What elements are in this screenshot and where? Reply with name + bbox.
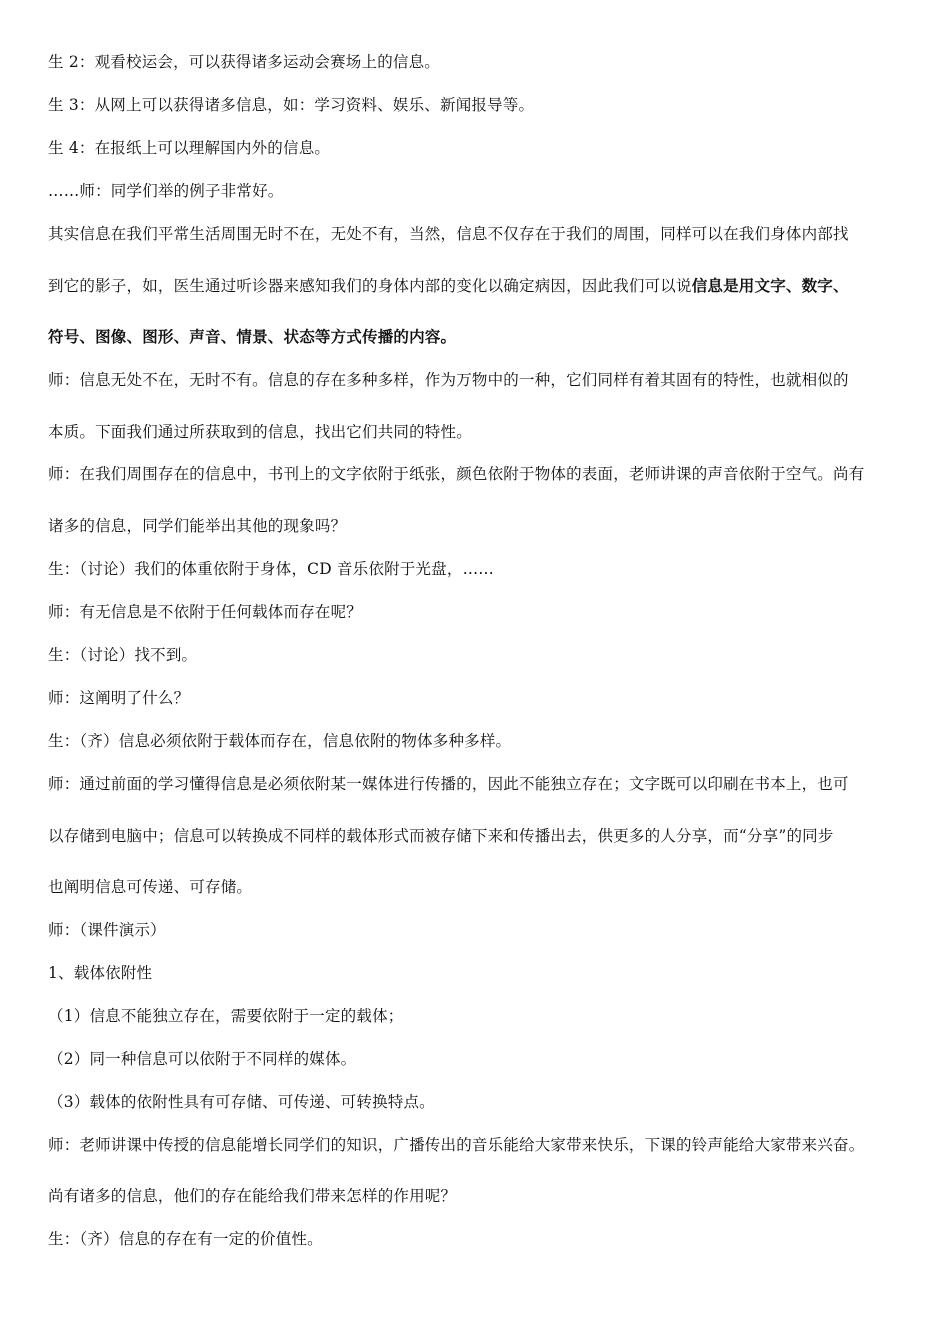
- bold-definition: 符号、图像、图形、声音、情景、状态等方式传播的内容。: [48, 327, 457, 346]
- text-line: 师：在我们周围存在的信息中，书刊上的文字依附于纸张，颜色依附于物体的表面，老师讲课的声音依附于空气。尚有: [48, 465, 865, 483]
- text-line: 师：通过前面的学习懂得信息是必须依附某一媒体进行传播的，因此不能独立存在；文字既可以印刷在书本上，也可: [48, 775, 849, 793]
- text-line: 师：有无信息是不依附于任何载体而存在呢？: [48, 603, 363, 621]
- text-line: 生：（讨论）我们的体重依附于身体，CD 音乐依附于光盘，……: [48, 560, 494, 578]
- text-line: 生 4：在报纸上可以理解国内外的信息。: [48, 139, 331, 157]
- text-line: 生：（齐）信息的存在有一定的价值性。: [48, 1230, 323, 1248]
- text-line: 生 2：观看校运会，可以获得诸多运动会赛场上的信息。: [48, 53, 440, 71]
- text-line: [48, 276, 849, 296]
- text-line: 师：（课件演示）: [48, 921, 166, 939]
- text-line: ……师：同学们举的例子非常好。: [48, 182, 284, 200]
- list-item: （3）载体的依附性具有可存储、可传递、可转换特点。: [48, 1093, 435, 1111]
- text-line: 也阐明信息可传递、可存储。: [48, 878, 253, 896]
- text-line: 诸多的信息，同学们能举出其他的现象吗？: [48, 517, 347, 535]
- text-line: 生：（讨论）找不到。: [48, 646, 198, 664]
- list-item: （1）信息不能独立存在，需要依附于一定的载体；: [48, 1007, 404, 1025]
- text-line: 以存储到电脑中；信息可以转换成不同样的载体形式而被存储下来和传播出去，供更多的人分享，而“分享”的同步: [48, 827, 834, 845]
- list-item: （2）同一种信息可以依附于不同样的媒体。: [48, 1050, 357, 1068]
- text-line: 师：信息无处不在，无时不有。信息的存在多种多样，作为万物中的一种，它们同样有着其固有的特性，也就相似的: [48, 371, 849, 389]
- text-line: 本质。下面我们通过所获取到的信息，找出它们共同的特性。: [48, 423, 472, 441]
- bold-definition: 信息是用文字、数字、: [691, 276, 849, 295]
- text-line: 其实信息在我们平常生活周围无时不在，无处不有，当然，信息不仅存在于我们的周围，同样可以在我们身体内部找: [48, 225, 849, 243]
- list-heading: 1、载体依附性: [48, 964, 153, 982]
- text-run: 到它的影子，如，医生通过听诊器来感知我们的身体内部的变化以确定病因，因此我们可以说: [48, 277, 692, 295]
- text-line: 师：老师讲课中传授的信息能增长同学们的知识，广播传出的音乐能给大家带来快乐，下课的铃声能给大家带来兴奋。: [48, 1136, 865, 1154]
- text-line: 师：这阐明了什么？: [48, 689, 190, 707]
- text-line: 生 3：从网上可以获得诸多信息，如：学习资料、娱乐、新闻报导等。: [48, 96, 535, 114]
- text-line: 生：（齐）信息必须依附于载体而存在，信息依附的物体多种多样。: [48, 732, 512, 750]
- text-line: 尚有诸多的信息，他们的存在能给我们带来怎样的作用呢？: [48, 1187, 457, 1205]
